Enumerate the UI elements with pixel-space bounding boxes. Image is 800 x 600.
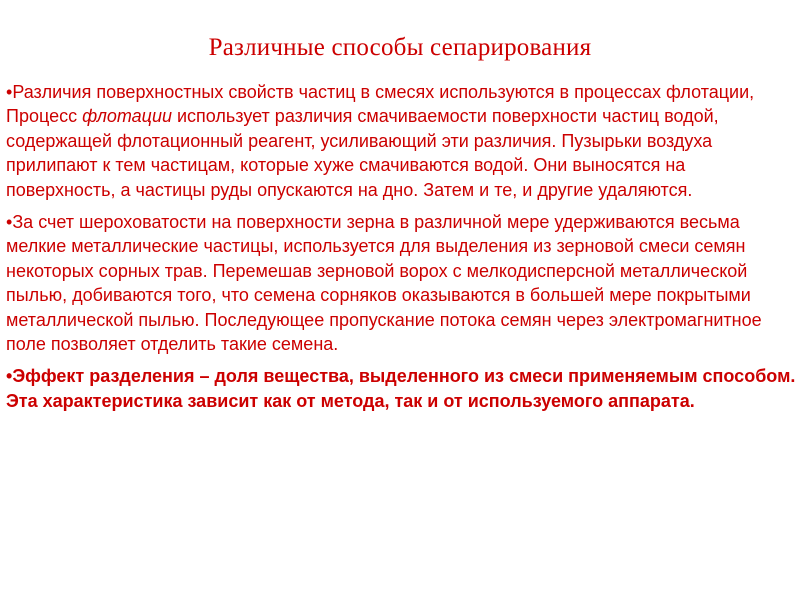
paragraph-roughness — [6, 210, 796, 356]
bullet-icon: • — [6, 212, 13, 233]
bullet-icon: • — [6, 366, 13, 387]
paragraph-separation-effect — [6, 364, 796, 413]
paragraph-text: Эффект разделения – доля вещества, выделенного из смеси применяемым способом. Эта характеристика зависит как от метода, так и от используемого аппарата. — [6, 366, 796, 411]
slide-body — [6, 80, 796, 421]
paragraph-text: Различия поверхностных свойств частиц в смесях используются в процессах флотации, Процесс — [6, 82, 755, 127]
paragraph-text: использует различия смачиваемости поверхности частиц водой, содержащей флотационный реагент, усиливающий эти различия. Пузырьки воздуха прилипают к тем частицам, которые хуже смачиваются водой. Они выносятся на поверхность, а частицы руды опускаются на дно. Затем и те, и другие удаляются. — [6, 106, 719, 200]
italic-term: флотации — [82, 106, 172, 127]
bullet-icon: • — [6, 82, 13, 102]
paragraph-text: За счет шероховатости на поверхности зерна в различной мере удерживаются весьма мелкие металлические частицы, используется для выделения из зерновой смеси семян некоторых сорных трав. Перемешав зерновой ворох с мелкодисперсной металлической пылью, добиваются того, что семена сорняков оказываются в большей мере покрытыми металлической пылью. Последующее пропускание потока семян через электромагнитное поле позволяет отделить такие семена. — [6, 212, 762, 355]
slide-title: Различные способы сепарирования — [208, 34, 592, 61]
paragraph-flotation — [6, 80, 796, 202]
